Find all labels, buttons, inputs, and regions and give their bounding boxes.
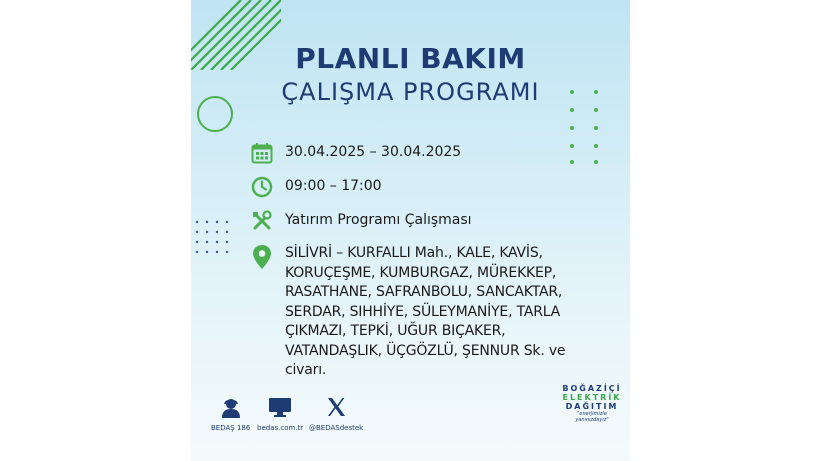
website-label: bedas.com.tr bbox=[257, 424, 304, 432]
call-center-item bbox=[211, 396, 250, 432]
x-account-label: @BEDASdestek bbox=[309, 424, 364, 432]
x-logo-icon bbox=[325, 396, 347, 418]
date-range-text: 30.04.2025 – 30.04.2025 bbox=[285, 144, 462, 160]
title-line-2: ÇALIŞMA PROGRAMI bbox=[281, 78, 540, 106]
x-account-item bbox=[309, 396, 363, 432]
calendar-icon bbox=[251, 142, 273, 164]
dot-grid-left-decoration bbox=[193, 218, 233, 258]
time-row bbox=[251, 176, 382, 198]
brand-line-1: BOĞAZİÇİ bbox=[562, 384, 622, 393]
call-center-icon bbox=[220, 396, 242, 418]
brand-tagline: "enerjimizle yanınızdayız" bbox=[575, 411, 609, 423]
brand-line-2: ELEKTRİK bbox=[562, 393, 622, 402]
work-type-row bbox=[251, 210, 472, 232]
location-row bbox=[251, 244, 575, 381]
clock-icon bbox=[251, 176, 273, 198]
locations-text: SİLİVRİ – KURFALLI Mah., KALE, KAVİS, KORUÇEŞME, KUMBURGAZ, MÜREKKEP, RASATHANE, SAFRANBOLU, SANCAKTAR, SERDAR, SIHHİYE, SÜLEYMANİYE, TARLA ÇIKMAZI, TEPKİ, UĞUR BIÇAKER, VATANDAŞLIK, ÜÇGÖZLÜ, ŞENNUR Sk. ve civarı. bbox=[285, 245, 566, 378]
monitor-icon bbox=[268, 396, 292, 418]
tools-icon bbox=[251, 210, 273, 232]
work-type-text: Yatırım Programı Çalışması bbox=[285, 212, 472, 228]
maintenance-announcement-card bbox=[191, 0, 630, 461]
date-row bbox=[251, 142, 461, 164]
website-item bbox=[257, 396, 303, 432]
title-line-1: PLANLI BAKIM bbox=[295, 42, 526, 75]
location-pin-icon bbox=[251, 244, 273, 270]
bedas-brand-logo bbox=[561, 384, 623, 423]
call-center-label: BEDAŞ 186 bbox=[211, 424, 251, 432]
time-range-text: 09:00 – 17:00 bbox=[285, 178, 382, 194]
brand-line-3: DAĞITIM bbox=[565, 402, 619, 411]
